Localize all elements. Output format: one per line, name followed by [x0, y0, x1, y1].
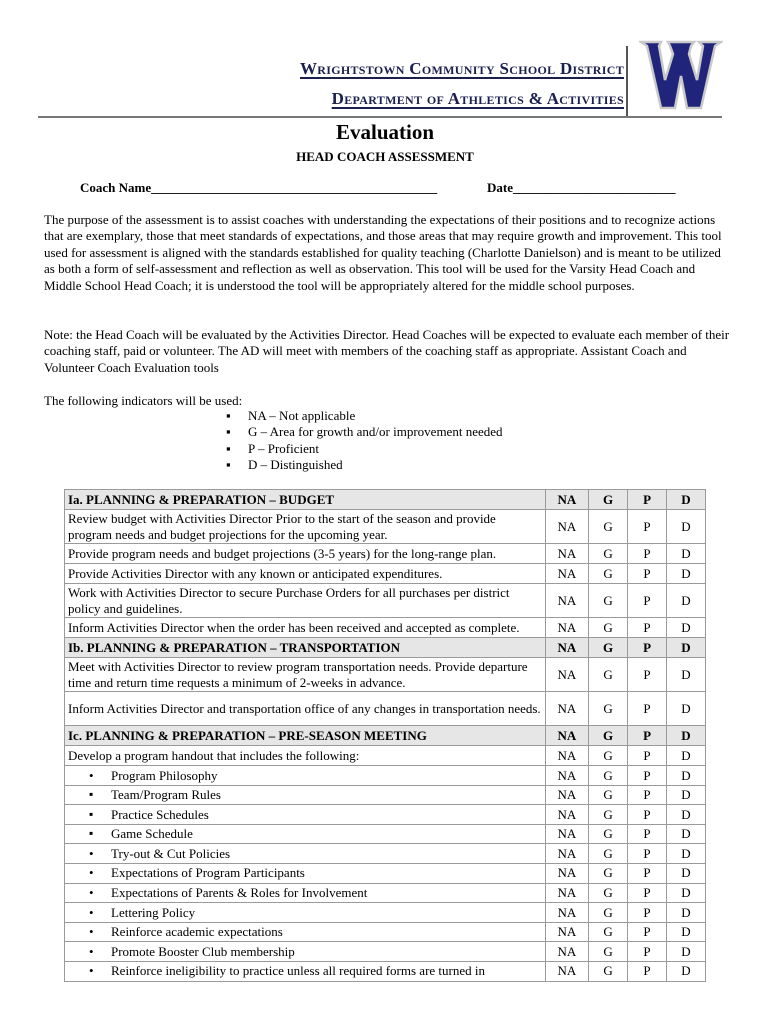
rating-p-option[interactable]: P: [628, 618, 667, 638]
coach-name-field[interactable]: Coach Name____________________________________________: [80, 180, 438, 195]
table-row: [65, 863, 706, 883]
rating-d-option[interactable]: D: [666, 805, 705, 825]
table-row: [65, 544, 706, 564]
criterion-text: Review budget with Activities Director Prior to the start of the season and provide program needs and budget projections for the upcoming year.: [65, 510, 546, 544]
criterion-text: [65, 805, 546, 825]
section-title: Ib. PLANNING & PREPARATION – TRANSPORTATION: [65, 638, 546, 658]
rating-d-option[interactable]: D: [666, 961, 705, 981]
table-row: [65, 692, 706, 726]
rating-na-option[interactable]: NA: [545, 922, 588, 942]
criterion-text: [65, 766, 546, 786]
rating-header-d: D: [666, 638, 705, 658]
rating-p-option[interactable]: P: [628, 805, 667, 825]
rating-na-option[interactable]: NA: [545, 584, 588, 618]
department-name: Department of Athletics & Activities: [331, 89, 624, 108]
purpose-paragraph: The purpose of the assessment is to assist coaches with understanding the expectations of their positions and to recognize actions that are exemplary, those that meet standards of expectations, and those areas that may require growth and improvement. This tool used for assessment is aligned with the standards established for quality teaching (Charlotte Danielson) and is meant to be utilized as both a form of self-assessment and reflection as well as observation. This tool will be used for the Varsity Head Coach and Middle School Head Coach; it is understood the tool will be appropriately altered for the middle school purposes.: [44, 212, 722, 293]
rating-header-d: D: [666, 490, 705, 510]
header-rule: [38, 116, 722, 118]
school-logo-icon: [639, 34, 723, 114]
criterion-text: Develop a program handout that includes the following:: [65, 746, 546, 766]
criterion-text: [65, 844, 546, 864]
criterion-bullet-item: ▪ Practice Schedules: [89, 807, 209, 823]
rating-header-g: G: [589, 490, 628, 510]
rating-header-p: P: [628, 638, 667, 658]
section-header-row: [65, 726, 706, 746]
letterhead-titles: [300, 54, 624, 114]
table-row: [65, 824, 706, 844]
criterion-text: Meet with Activities Director to review program transportation needs. Provide departure time and return time requests a minimum of 2-weeks in advance.: [65, 658, 546, 692]
note-paragraph: Note: the Head Coach will be evaluated by the Activities Director. Head Coaches will be expected to evaluate each member of their coaching staff, paid or volunteer. The AD will meet with members of the coaching staff as appropriate. Assistant Coach and Volunteer Coach Evaluation tools: [44, 327, 730, 375]
table-row: [65, 961, 706, 981]
criterion-bullet-item: ▪ Team/Program Rules: [89, 787, 221, 803]
criterion-text: [65, 785, 546, 805]
indicators-intro: The following indicators will be used:: [44, 393, 243, 408]
rating-d-option[interactable]: D: [666, 692, 705, 726]
rating-d-option[interactable]: D: [666, 844, 705, 864]
criterion-text: [65, 922, 546, 942]
indicator-item: ▪ NA – Not applicable: [226, 408, 503, 424]
rating-na-option[interactable]: NA: [545, 746, 588, 766]
rating-g-option[interactable]: G: [589, 922, 628, 942]
criterion-text: [65, 961, 546, 981]
section-header-row: [65, 638, 706, 658]
rating-d-option[interactable]: D: [666, 863, 705, 883]
rating-g-option[interactable]: G: [589, 584, 628, 618]
rating-d-option[interactable]: D: [666, 618, 705, 638]
indicator-list: [226, 408, 503, 474]
rating-na-option[interactable]: NA: [545, 544, 588, 564]
header-divider: [626, 46, 628, 118]
rating-g-option[interactable]: G: [589, 544, 628, 564]
rating-d-option[interactable]: D: [666, 922, 705, 942]
rating-d-option[interactable]: D: [666, 942, 705, 962]
rating-g-option[interactable]: G: [589, 824, 628, 844]
rating-p-option[interactable]: P: [628, 692, 667, 726]
rating-d-option[interactable]: D: [666, 883, 705, 903]
rating-g-option[interactable]: G: [589, 844, 628, 864]
table-row: [65, 746, 706, 766]
criterion-bullet-item: ▪ Game Schedule: [89, 826, 193, 842]
rating-na-option[interactable]: NA: [545, 510, 588, 544]
criterion-text: Work with Activities Director to secure Purchase Orders for all purchases per district policy and guidelines.: [65, 584, 546, 618]
table-row: [65, 766, 706, 786]
rating-p-option[interactable]: P: [628, 883, 667, 903]
criterion-text: [65, 903, 546, 923]
rating-p-option[interactable]: P: [628, 544, 667, 564]
table-row: [65, 618, 706, 638]
section-header-row: [65, 490, 706, 510]
criterion-bullet-item: • Reinforce academic expectations: [89, 924, 283, 940]
rating-d-option[interactable]: D: [666, 510, 705, 544]
rating-p-option[interactable]: P: [628, 746, 667, 766]
rating-g-option[interactable]: G: [589, 942, 628, 962]
rating-p-option[interactable]: P: [628, 863, 667, 883]
district-name: Wrightstown Community School District: [299, 59, 624, 78]
rating-d-option[interactable]: D: [666, 903, 705, 923]
rating-na-option[interactable]: NA: [545, 564, 588, 584]
rating-header-na: NA: [545, 490, 588, 510]
document-subtitle: HEAD COACH ASSESSMENT: [296, 149, 474, 164]
rating-g-option[interactable]: G: [589, 746, 628, 766]
rating-d-option[interactable]: D: [666, 785, 705, 805]
rating-d-option[interactable]: D: [666, 746, 705, 766]
rating-p-option[interactable]: P: [628, 903, 667, 923]
rating-g-option[interactable]: G: [589, 883, 628, 903]
rating-p-option[interactable]: P: [628, 658, 667, 692]
criterion-bullet-item: • Try-out & Cut Policies: [89, 846, 230, 862]
table-row: [65, 658, 706, 692]
criterion-text: [65, 883, 546, 903]
rating-d-option[interactable]: D: [666, 824, 705, 844]
criterion-bullet-item: • Lettering Policy: [89, 905, 195, 921]
rating-na-option[interactable]: NA: [545, 883, 588, 903]
table-row: [65, 922, 706, 942]
rating-p-option[interactable]: P: [628, 584, 667, 618]
rating-d-option[interactable]: D: [666, 544, 705, 564]
rating-na-option[interactable]: NA: [545, 785, 588, 805]
rating-d-option[interactable]: D: [666, 564, 705, 584]
date-field[interactable]: Date_________________________: [487, 180, 676, 195]
indicator-item: ▪ G – Area for growth and/or improvement needed: [226, 424, 503, 440]
rating-g-option[interactable]: G: [589, 618, 628, 638]
indicator-item: ▪ P – Proficient: [226, 441, 503, 457]
rating-na-option[interactable]: NA: [545, 942, 588, 962]
indicator-item: ▪ D – Distinguished: [226, 457, 503, 473]
document-title: Evaluation: [335, 120, 435, 144]
table-row: [65, 942, 706, 962]
rating-header-na: NA: [545, 726, 588, 746]
rating-p-option[interactable]: P: [628, 785, 667, 805]
criterion-text: [65, 942, 546, 962]
criterion-bullet-item: • Expectations of Parents & Roles for Involvement: [89, 885, 367, 901]
table-row: [65, 584, 706, 618]
rating-header-p: P: [628, 490, 667, 510]
criterion-text: Inform Activities Director when the order has been received and accepted as complete.: [65, 618, 546, 638]
rating-g-option[interactable]: G: [589, 903, 628, 923]
criterion-text: Inform Activities Director and transportation office of any changes in transportation needs.: [65, 692, 546, 726]
rating-na-option[interactable]: NA: [545, 618, 588, 638]
table-row: [65, 883, 706, 903]
section-title: Ic. PLANNING & PREPARATION – PRE-SEASON MEETING: [65, 726, 546, 746]
table-row: [65, 903, 706, 923]
criterion-text: Provide Activities Director with any known or anticipated expenditures.: [65, 564, 546, 584]
rating-g-option[interactable]: G: [589, 692, 628, 726]
rating-header-g: G: [589, 638, 628, 658]
rating-p-option[interactable]: P: [628, 766, 667, 786]
letterhead: [38, 46, 722, 120]
table-row: [65, 844, 706, 864]
criterion-bullet-item: • Expectations of Program Participants: [89, 865, 305, 881]
criterion-bullet-item: • Reinforce ineligibility to practice unless all required forms are turned in: [89, 963, 485, 979]
section-title: Ia. PLANNING & PREPARATION – BUDGET: [65, 490, 546, 510]
rating-header-g: G: [589, 726, 628, 746]
criterion-bullet-item: • Program Philosophy: [89, 768, 218, 784]
criterion-text: [65, 863, 546, 883]
rating-na-option[interactable]: NA: [545, 961, 588, 981]
rating-header-p: P: [628, 726, 667, 746]
rating-g-option[interactable]: G: [589, 510, 628, 544]
rating-p-option[interactable]: P: [628, 942, 667, 962]
rating-p-option[interactable]: P: [628, 510, 667, 544]
rating-g-option[interactable]: G: [589, 766, 628, 786]
rating-p-option[interactable]: P: [628, 961, 667, 981]
table-row: [65, 510, 706, 544]
rating-g-option[interactable]: G: [589, 961, 628, 981]
rating-na-option[interactable]: NA: [545, 692, 588, 726]
rating-p-option[interactable]: P: [628, 922, 667, 942]
rating-d-option[interactable]: D: [666, 766, 705, 786]
criterion-text: [65, 824, 546, 844]
rating-g-option[interactable]: G: [589, 805, 628, 825]
rating-header-d: D: [666, 726, 705, 746]
rating-na-option[interactable]: NA: [545, 658, 588, 692]
rating-na-option[interactable]: NA: [545, 903, 588, 923]
criterion-text: Provide program needs and budget projections (3-5 years) for the long-range plan.: [65, 544, 546, 564]
rating-na-option[interactable]: NA: [545, 766, 588, 786]
rating-na-option[interactable]: NA: [545, 844, 588, 864]
rating-p-option[interactable]: P: [628, 564, 667, 584]
rating-header-na: NA: [545, 638, 588, 658]
rating-d-option[interactable]: D: [666, 584, 705, 618]
criterion-bullet-item: • Promote Booster Club membership: [89, 944, 295, 960]
table-row: [65, 564, 706, 584]
rating-d-option[interactable]: D: [666, 658, 705, 692]
rating-g-option[interactable]: G: [589, 785, 628, 805]
rating-g-option[interactable]: G: [589, 863, 628, 883]
rating-na-option[interactable]: NA: [545, 805, 588, 825]
evaluation-table: [64, 489, 706, 982]
rating-p-option[interactable]: P: [628, 844, 667, 864]
rating-g-option[interactable]: G: [589, 564, 628, 584]
rating-g-option[interactable]: G: [589, 658, 628, 692]
table-row: [65, 785, 706, 805]
rating-na-option[interactable]: NA: [545, 824, 588, 844]
rating-na-option[interactable]: NA: [545, 863, 588, 883]
table-row: [65, 805, 706, 825]
rating-p-option[interactable]: P: [628, 824, 667, 844]
